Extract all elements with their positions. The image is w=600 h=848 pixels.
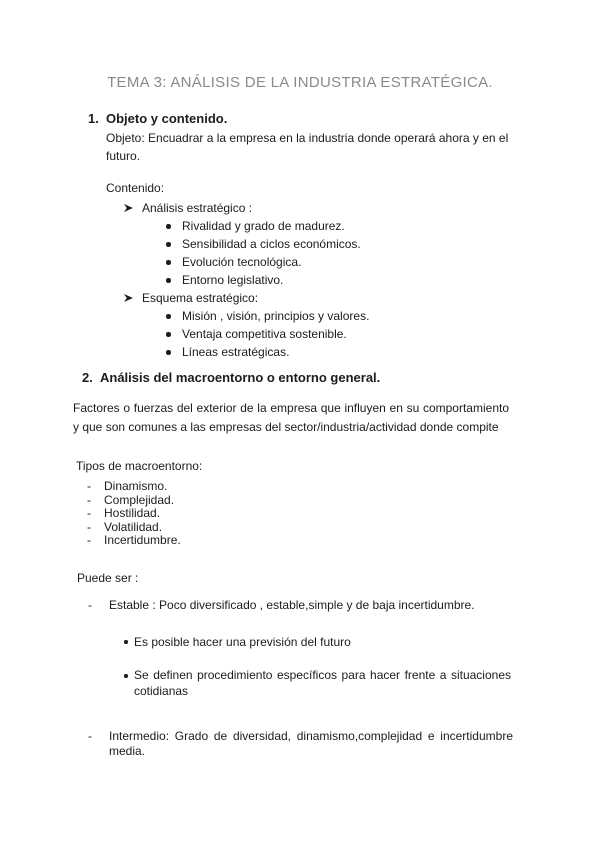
dot-bullet-icon (166, 350, 171, 355)
outline-item-label: Líneas estratégicas. (182, 345, 290, 359)
arrow-bullet-icon (124, 293, 134, 303)
dash-bullet-icon: - (87, 492, 91, 507)
tipos-item-label: Volatilidad. (104, 519, 163, 534)
dot-bullet-icon (166, 278, 171, 283)
intermedio-item-label: Intermedio: Grado de diversidad, dinamismo,complejidad e incertidumbre media. (109, 729, 513, 758)
outline-item-label: Rivalidad y grado de madurez. (182, 219, 345, 233)
dash-bullet-icon: - (87, 506, 91, 520)
outline-dot-item (0, 325, 560, 343)
tipos-item (0, 494, 181, 508)
objeto-paragraph: Objeto: Encuadrar a la empresa en la industria donde operará ahora y en el futuro. (106, 131, 509, 163)
contenido-label: Contenido: (106, 181, 165, 195)
estable-sub-item (134, 668, 511, 699)
section-2-heading (82, 370, 380, 386)
tipos-item-label: Hostilidad. (104, 506, 161, 520)
dot-bullet-icon (166, 242, 171, 247)
outline-arrow-item (0, 199, 560, 217)
estable-sub-item (0, 635, 351, 649)
section-1-number: 1. (88, 111, 99, 126)
tipos-item (0, 534, 181, 548)
outline-arrow-item (0, 289, 560, 307)
arrow-bullet-icon (124, 203, 134, 213)
outline-item-label: Misión , visión, principios y valores. (182, 309, 370, 323)
estable-item (0, 598, 475, 612)
dash-bullet-icon: - (88, 598, 92, 612)
dot-bullet-icon (166, 260, 171, 265)
small-bullet-icon (124, 674, 128, 678)
page-title: TEMA 3: ANÁLISIS DE LA INDUSTRIA ESTRATÉGICA. (107, 74, 493, 91)
tipos-label: Tipos de macroentorno: (76, 459, 203, 473)
dot-bullet-icon (166, 332, 171, 337)
outline-item-label: Evolución tecnológica. (182, 255, 302, 269)
outline-dot-item (0, 253, 560, 271)
dash-bullet-icon: - (87, 519, 91, 534)
section-2-heading-text: Análisis del macroentorno o entorno general. (100, 370, 381, 385)
section-1-heading (88, 111, 227, 127)
outline-dot-item (0, 271, 560, 289)
outline-list (0, 199, 560, 361)
puede-ser-label: Puede ser : (77, 571, 139, 585)
dash-bullet-icon: - (87, 533, 91, 547)
dash-bullet-icon: - (87, 479, 91, 493)
outline-dot-item (0, 307, 560, 325)
tipos-item (0, 521, 181, 535)
outline-item-label: Análisis estratégico : (142, 201, 253, 215)
tipos-item-label: Complejidad. (104, 492, 175, 507)
small-bullet-icon (124, 640, 128, 644)
sub-item-text: Se definen procedimiento específicos para hacer frente a situaciones cotidianas (134, 668, 511, 698)
outline-dot-item (0, 217, 560, 235)
dot-bullet-icon (166, 224, 171, 229)
outline-item-label: Esquema estratégico: (142, 291, 259, 305)
tipos-list (0, 480, 181, 548)
outline-item-label: Sensibilidad a ciclos económicos. (182, 237, 361, 251)
tipos-item (0, 507, 181, 521)
outline-item-label: Ventaja competitiva sostenible. (182, 327, 347, 341)
tipos-item-label: Dinamismo. (104, 479, 168, 493)
section-2-number: 2. (82, 370, 93, 385)
dash-bullet-icon: - (88, 729, 92, 743)
outline-item-label: Entorno legislativo. (182, 273, 284, 287)
outline-dot-item (0, 235, 560, 253)
estable-item-label: Estable : Poco diversificado , estable,simple y de baja incertidumbre. (109, 598, 475, 612)
outline-dot-item (0, 343, 560, 361)
sub-item-text: Es posible hacer una previsión del futuro (134, 635, 351, 649)
dot-bullet-icon (166, 314, 171, 319)
tipos-item-label: Incertidumbre. (104, 533, 181, 547)
intro-paragraph: Factores o fuerzas del exterior de la empresa que influyen en su comportamiento y que son comunes a las empresas del sector/⁠industria/⁠actividad donde compite (73, 401, 509, 434)
tipos-item (0, 480, 181, 494)
section-1-heading-text: Objeto y contenido. (106, 111, 228, 126)
intermedio-item (88, 729, 513, 759)
